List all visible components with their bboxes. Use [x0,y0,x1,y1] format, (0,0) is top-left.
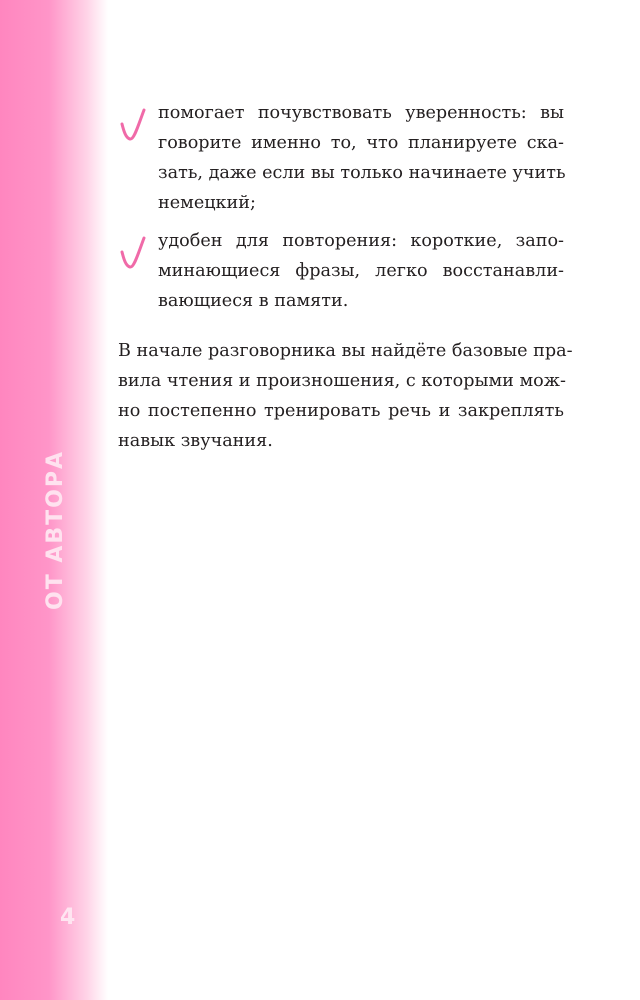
section-title: ОТ АВТОРА [43,449,68,610]
body-paragraph [118,336,573,456]
page-content [118,98,573,456]
paragraph-line: В начале разговорника вы найдёте базовые пра- [118,341,573,361]
paragraph-line: навык звучания. [118,431,273,451]
bullet-line: немецкий; [158,193,256,213]
bullet-line: минающиеся фразы, легко восстанавли- [158,261,564,281]
bullet-item [118,226,564,316]
paragraph-line: но постепенно тренировать речь и закреплять [118,401,564,421]
bullet-line: помогает почувствовать уверенность: вы [158,103,564,123]
page-number: 4 [60,905,76,930]
bullet-item [118,98,564,218]
bullet-line: говорите именно то, что планируете ска- [158,133,564,153]
check-icon [118,106,148,144]
bullet-line: удобен для повторения: короткие, запо- [158,231,564,251]
bullet-line: зать, даже если вы только начинаете учить [158,163,566,183]
paragraph-line: вила чтения и произношения, с которыми мож- [118,371,566,391]
check-icon [118,234,148,272]
bullet-line: вающиеся в памяти. [158,291,349,311]
